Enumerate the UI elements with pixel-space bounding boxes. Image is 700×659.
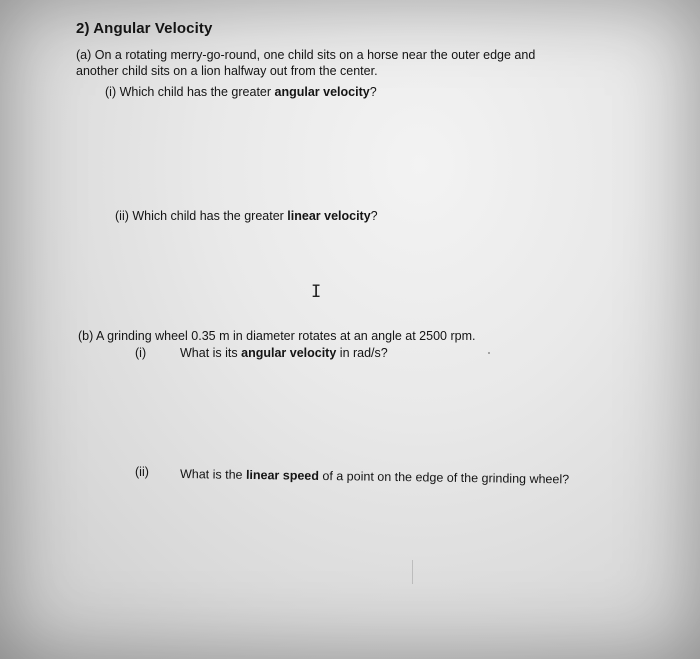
- part-a-question-i-prefix: (i) Which child has the greater: [105, 85, 275, 99]
- text-cursor-icon: I: [311, 282, 322, 302]
- paper-mark: [412, 560, 413, 584]
- part-a-question-ii-prefix: (ii) Which child has the greater: [115, 209, 288, 223]
- part-a-question-i-emphasis: angular velocity: [274, 85, 370, 99]
- paper-speck: [488, 352, 490, 354]
- part-b-question-i-label: (i): [135, 346, 147, 360]
- section-title: 2) Angular Velocity: [76, 20, 213, 37]
- part-b-question-i-emphasis: angular velocity: [241, 346, 337, 360]
- part-a-question-i: [105, 85, 377, 100]
- part-b-question-i: [180, 346, 388, 361]
- part-b-question-ii: [180, 467, 569, 487]
- part-a-question-ii: [115, 209, 378, 224]
- part-a-question-ii-emphasis: linear velocity: [287, 209, 371, 223]
- part-b-question-ii-emphasis: linear speed: [245, 467, 320, 483]
- part-a-text-line-1: (a) On a rotating merry-go-round, one child sits on a horse near the outer edge and: [76, 48, 536, 62]
- part-b-question-ii-label: (ii): [135, 465, 149, 479]
- part-b-question-i-suffix: in rad/s?: [336, 346, 388, 360]
- part-b-question-ii-prefix: What is the: [179, 467, 247, 482]
- part-b-question-i-prefix: What is its: [180, 346, 242, 360]
- part-a-question-i-suffix: ?: [369, 85, 377, 99]
- part-a-text-line-2: another child sits on a lion halfway out from the center.: [76, 64, 378, 78]
- part-a-question-ii-suffix: ?: [370, 209, 378, 223]
- part-b-text-line-1: (b) A grinding wheel 0.35 m in diameter rotates at an angle at 2500 rpm.: [78, 329, 476, 343]
- part-b-question-ii-suffix: of a point on the edge of the grinding wheel?: [318, 468, 570, 487]
